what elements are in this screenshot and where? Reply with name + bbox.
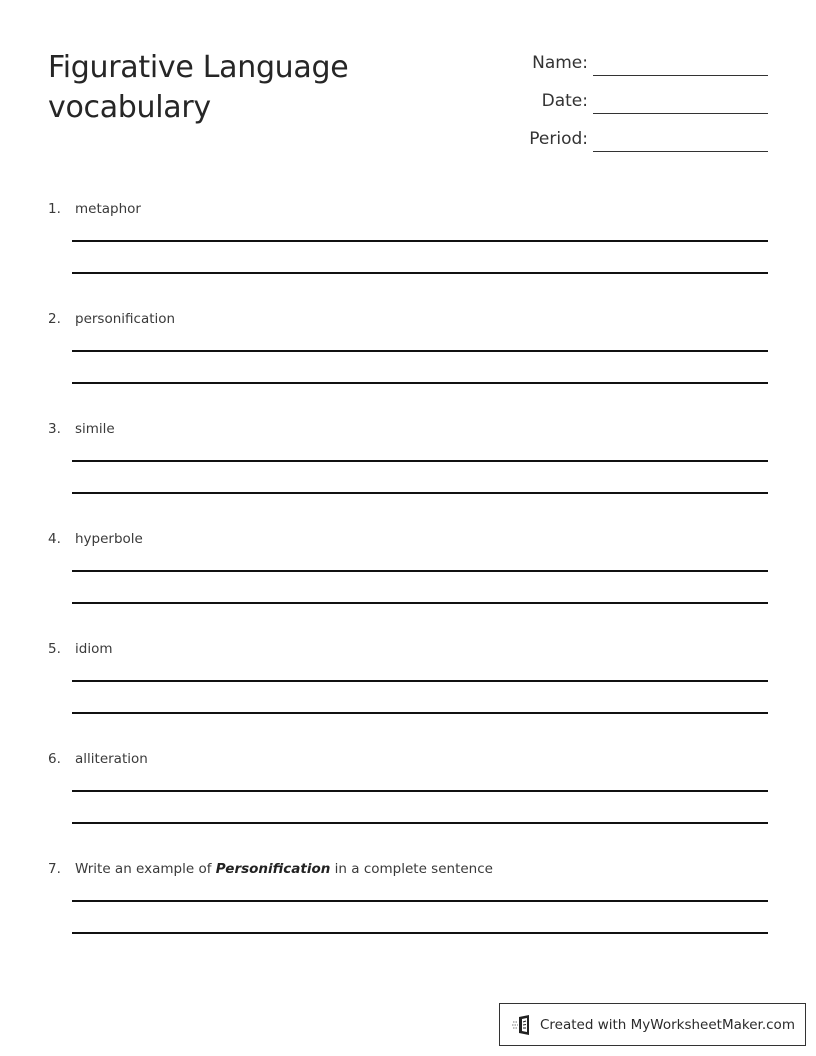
answer-line[interactable]	[72, 460, 768, 462]
question-text-after: in a complete sentence	[330, 861, 493, 877]
answer-line[interactable]	[72, 570, 768, 572]
answer-line[interactable]	[72, 382, 768, 384]
name-field[interactable]	[500, 50, 770, 80]
question-emphasis: Personification	[215, 861, 331, 877]
worksheet-title	[48, 48, 348, 128]
name-input-line[interactable]	[593, 75, 768, 76]
title-line-1: Figurative Language	[48, 50, 349, 85]
answer-line[interactable]	[72, 712, 768, 714]
question-text	[75, 860, 493, 878]
title-line-2: vocabulary	[48, 90, 211, 125]
answer-line[interactable]	[72, 272, 768, 274]
date-input-line[interactable]	[593, 113, 768, 114]
name-label: Name:	[532, 53, 588, 73]
date-label: Date:	[541, 91, 588, 111]
period-field[interactable]	[500, 126, 770, 156]
question-4	[48, 530, 768, 630]
question-6	[48, 750, 768, 850]
answer-line[interactable]	[72, 790, 768, 792]
question-7	[48, 860, 768, 960]
question-number: 7.	[48, 861, 61, 877]
worksheet-maker-logo-icon	[512, 1014, 534, 1036]
question-2	[48, 310, 768, 410]
question-text: personification	[75, 311, 176, 327]
question-5	[48, 640, 768, 740]
question-text: simile	[75, 421, 115, 437]
question-3	[48, 420, 768, 520]
question-number: 2.	[48, 311, 61, 327]
question-number: 1.	[48, 201, 61, 217]
answer-line[interactable]	[72, 492, 768, 494]
period-input-line[interactable]	[593, 151, 768, 152]
question-number: 4.	[48, 531, 61, 547]
answer-line[interactable]	[72, 350, 768, 352]
period-label: Period:	[529, 129, 588, 149]
question-number: 6.	[48, 751, 61, 767]
question-text: idiom	[75, 641, 113, 657]
created-with-badge[interactable]	[499, 1003, 806, 1046]
answer-line[interactable]	[72, 680, 768, 682]
question-number: 3.	[48, 421, 61, 437]
question-text: alliteration	[75, 751, 148, 767]
badge-text: Created with MyWorksheetMaker.com	[540, 1016, 795, 1033]
date-field[interactable]	[500, 88, 770, 118]
question-number: 5.	[48, 641, 61, 657]
question-text-before: Write an example of	[75, 861, 216, 877]
answer-line[interactable]	[72, 602, 768, 604]
answer-line[interactable]	[72, 900, 768, 902]
question-text: metaphor	[75, 201, 141, 217]
answer-line[interactable]	[72, 932, 768, 934]
answer-line[interactable]	[72, 240, 768, 242]
answer-line[interactable]	[72, 822, 768, 824]
question-text: hyperbole	[75, 531, 143, 547]
question-1	[48, 200, 768, 300]
